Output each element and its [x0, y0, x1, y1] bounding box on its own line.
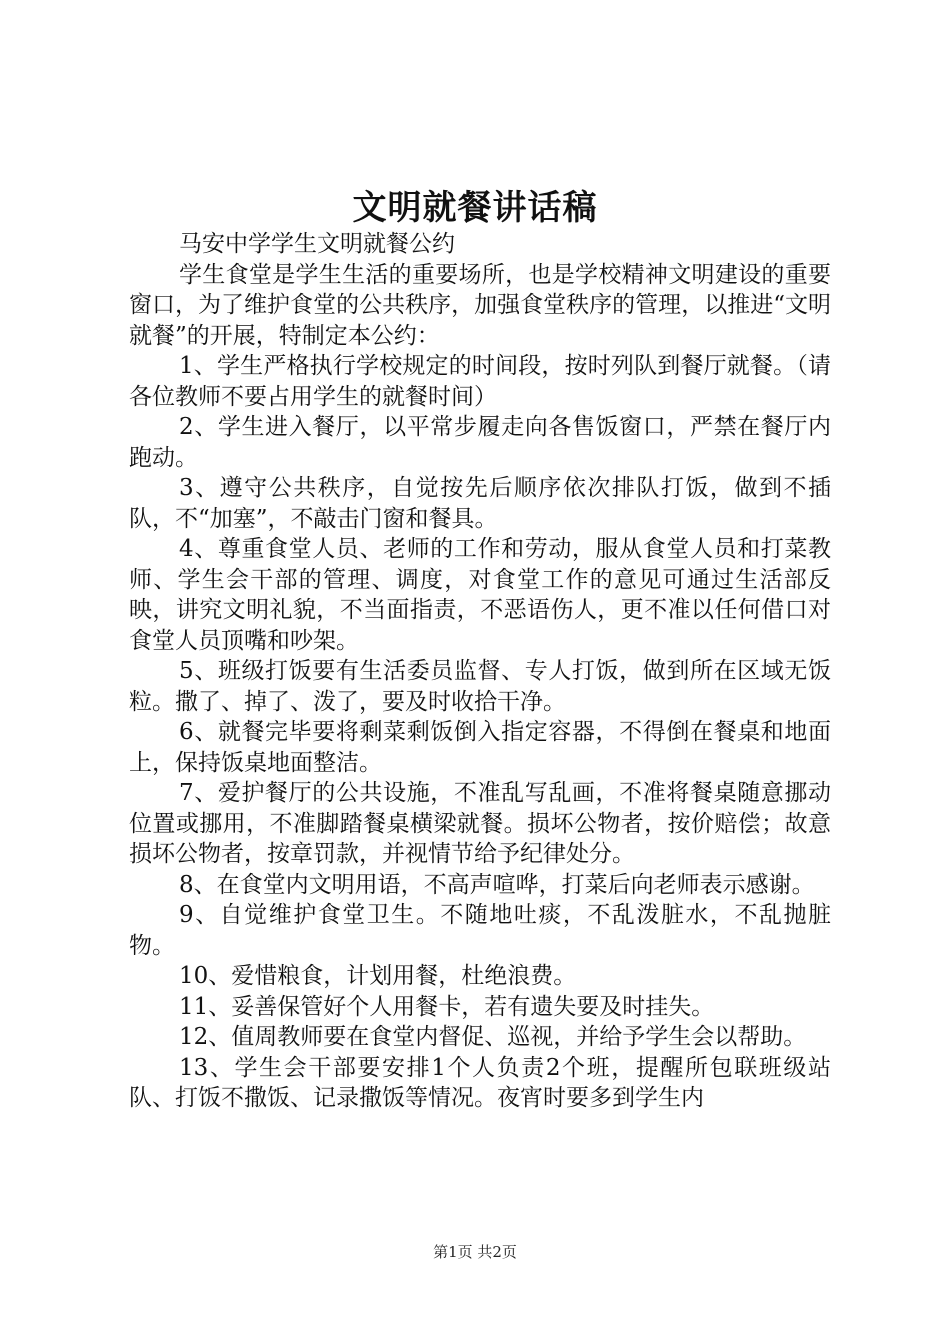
paragraph-item-11: 11、妥善保管好个人用餐卡，若有遗失要及时挂失。	[179, 993, 715, 1020]
paragraph-item-10: 10、爱惜粮食，计划用餐，杜绝浪费。	[179, 963, 577, 989]
document-body	[129, 229, 831, 1114]
paragraph-item-12: 12、值周教师要在食堂内督促、巡视，并给予学生会以帮助。	[179, 1024, 807, 1050]
paragraph-subtitle: 马安中学学生文明就餐公约	[179, 231, 455, 257]
paragraph-item-6: 6、就餐完毕要将剩菜剩饭倒入指定容器，不得倒在餐桌和地面上，保持饭桌地面整洁。	[129, 719, 831, 776]
paragraph-item-2: 2、学生进入餐厅，以平常步履走向各售饭窗口，严禁在餐厅内跑动。	[129, 414, 831, 471]
document-title: 文明就餐讲话稿	[352, 188, 598, 228]
paragraph-item-1: 1、学生严格执行学校规定的时间段，按时列队到餐厅就餐。（请各位教师不要占用学生的就餐时间）	[129, 353, 831, 410]
paragraph-intro: 学生食堂是学生生活的重要场所，也是学校精神文明建设的重要窗口，为了维护食堂的公共秩序，加强食堂秩序的管理，以推进“文明就餐”的开展，特制定本公约：	[129, 261, 831, 349]
paragraph-item-7: 7、爱护餐厅的公共设施，不准乱写乱画，不准将餐桌随意挪动位置或挪用，不准脚踏餐桌横梁就餐。损坏公物者，按价赔偿；故意损坏公物者，按章罚款，并视情节给予纪律处分。	[129, 780, 831, 867]
paragraph-item-3: 3、遵守公共秩序，自觉按先后顺序依次排队打饭，做到不插队，不“加塞”，不敲击门窗和餐具。	[129, 475, 831, 532]
paragraph-item-9: 9、自觉维护食堂卫生。不随地吐痰，不乱泼脏水，不乱抛脏物。	[129, 902, 831, 959]
page-footer: 第1页 共2页	[433, 1243, 517, 1261]
paragraph-item-5: 5、班级打饭要有生活委员监督、专人打饭，做到所在区域无饭粒。撒了、掉了、泼了，要及时收拾干净。	[129, 658, 831, 715]
paragraph-item-8: 8、在食堂内文明用语，不高声喧哗，打菜后向老师表示感谢。	[179, 871, 815, 898]
paragraph-item-4: 4、尊重食堂人员、老师的工作和劳动，服从食堂人员和打菜教师、学生会干部的管理、调度，对食堂工作的意见可通过生活部反映，讲究文明礼貌，不当面指责，不恶语伤人，更不准以任何借口对食堂人员顶嘴和吵架。	[129, 536, 831, 654]
paragraph-item-13: 13、学生会干部要安排1个人负责2个班，提醒所包联班级站队、打饭不撒饭、记录撒饭等情况。夜宵时要多到学生内	[129, 1054, 831, 1111]
